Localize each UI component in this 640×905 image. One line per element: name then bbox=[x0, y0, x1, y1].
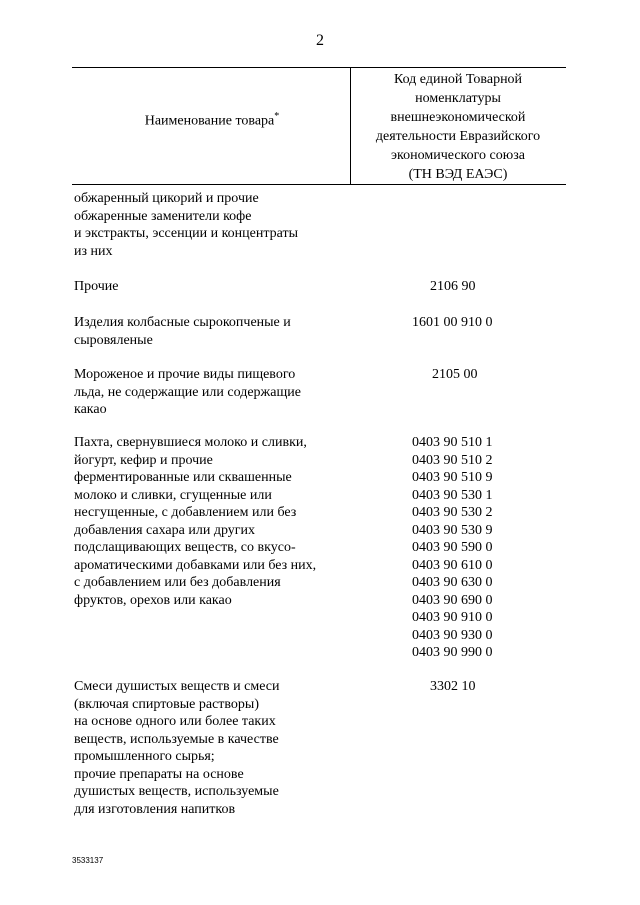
product-name-line: Пахта, свернувшиеся молоко и сливки, bbox=[74, 435, 307, 450]
document-id: 3533137 bbox=[72, 856, 104, 865]
tnved-codes bbox=[430, 278, 580, 296]
header-code-column bbox=[350, 70, 566, 184]
tnved-code: 0403 90 590 0 bbox=[412, 540, 493, 555]
tnved-code: 1601 00 910 0 bbox=[412, 315, 493, 330]
table-header-rule bbox=[72, 184, 566, 185]
tnved-code: 0403 90 910 0 bbox=[412, 610, 493, 625]
tnved-code: 0403 90 530 1 bbox=[412, 487, 493, 503]
tnved-codes bbox=[432, 366, 582, 384]
product-name-line: ароматическими добавками или без них, bbox=[74, 557, 317, 573]
product-name-line: подслащивающих веществ, со вкусо- bbox=[74, 540, 296, 555]
header-name-column bbox=[72, 111, 352, 130]
product-name-line: обжаренный цикорий и прочие bbox=[74, 191, 259, 206]
product-name-line: промышленного сырья; bbox=[74, 749, 215, 764]
product-name-line: фруктов, орехов или какао bbox=[74, 592, 232, 608]
product-name bbox=[74, 190, 344, 260]
tnved-code: 0403 90 510 1 bbox=[412, 435, 493, 450]
tnved-code: 0403 90 530 2 bbox=[412, 505, 493, 520]
product-name-line: Мороженое и прочие виды пищевого bbox=[74, 367, 296, 382]
header-name-label: Наименование товара bbox=[144, 113, 275, 129]
product-name-line: для изготовления напитков bbox=[74, 801, 236, 817]
product-name bbox=[74, 278, 344, 296]
product-name-line: Изделия колбасные сырокопченые и bbox=[74, 315, 291, 330]
product-name-line: добавления сахара или других bbox=[74, 522, 255, 538]
header-footnote-mark: * bbox=[274, 111, 280, 122]
header-code-line: внешнеэкономической bbox=[390, 110, 526, 125]
product-name bbox=[74, 314, 344, 349]
product-name-line: (включая спиртовые растворы) bbox=[74, 696, 259, 712]
product-name-line: прочие препараты на основе bbox=[74, 766, 244, 782]
tnved-code: 0403 90 530 9 bbox=[412, 522, 493, 538]
tnved-code: 0403 90 690 0 bbox=[412, 592, 493, 608]
product-name-line: несгущенные, с добавлением или без bbox=[74, 505, 297, 520]
header-code-line: Код единой Товарной bbox=[393, 72, 523, 87]
header-code-line: экономического союза bbox=[391, 148, 525, 163]
header-code-line: деятельности Евразийского bbox=[375, 129, 541, 144]
product-name-line: Прочие bbox=[74, 279, 119, 294]
product-name-line: какао bbox=[74, 402, 107, 417]
header-code-line: номенклатуры bbox=[415, 91, 501, 106]
table-top-rule bbox=[72, 67, 566, 68]
tnved-codes bbox=[412, 314, 512, 332]
tnved-code: 0403 90 510 9 bbox=[412, 470, 493, 485]
product-name-line: веществ, используемые в качестве bbox=[74, 731, 279, 747]
tnved-codes bbox=[412, 434, 512, 662]
tnved-code: 0403 90 630 0 bbox=[412, 575, 493, 590]
product-name-line: молоко и сливки, сгущенные или bbox=[74, 487, 272, 503]
product-name-line: из них bbox=[74, 243, 113, 259]
tnved-code: 0403 90 990 0 bbox=[412, 645, 493, 660]
product-name bbox=[74, 366, 344, 419]
tnved-code: 0403 90 610 0 bbox=[412, 557, 493, 573]
product-name-line: душистых веществ, используемые bbox=[74, 784, 279, 799]
tnved-code: 0403 90 510 2 bbox=[412, 452, 493, 468]
product-name-line: ферментированные или сквашенные bbox=[74, 470, 292, 485]
tnved-code: 3302 10 bbox=[430, 679, 476, 694]
product-name bbox=[74, 434, 344, 609]
tnved-code: 2105 00 bbox=[432, 367, 478, 382]
product-name-line: йогурт, кефир и прочие bbox=[74, 452, 213, 468]
product-name-line: льда, не содержащие или содержащие bbox=[74, 384, 301, 400]
product-name-line: сыровяленые bbox=[74, 332, 153, 348]
product-name-line: с добавлением или без добавления bbox=[74, 575, 281, 590]
page-number: 2 bbox=[316, 32, 324, 49]
tnved-codes bbox=[430, 678, 580, 696]
product-name bbox=[74, 678, 344, 818]
product-name-line: на основе одного или более таких bbox=[74, 714, 276, 729]
header-code-line: (ТН ВЭД ЕАЭС) bbox=[408, 167, 508, 182]
tnved-code: 2106 90 bbox=[430, 279, 476, 294]
product-name-line: Смеси душистых веществ и смеси bbox=[74, 679, 280, 694]
tnved-code: 0403 90 930 0 bbox=[412, 627, 493, 643]
product-name-line: и экстракты, эссенции и концентраты bbox=[74, 226, 299, 241]
product-name-line: обжаренные заменители кофе bbox=[74, 208, 252, 224]
